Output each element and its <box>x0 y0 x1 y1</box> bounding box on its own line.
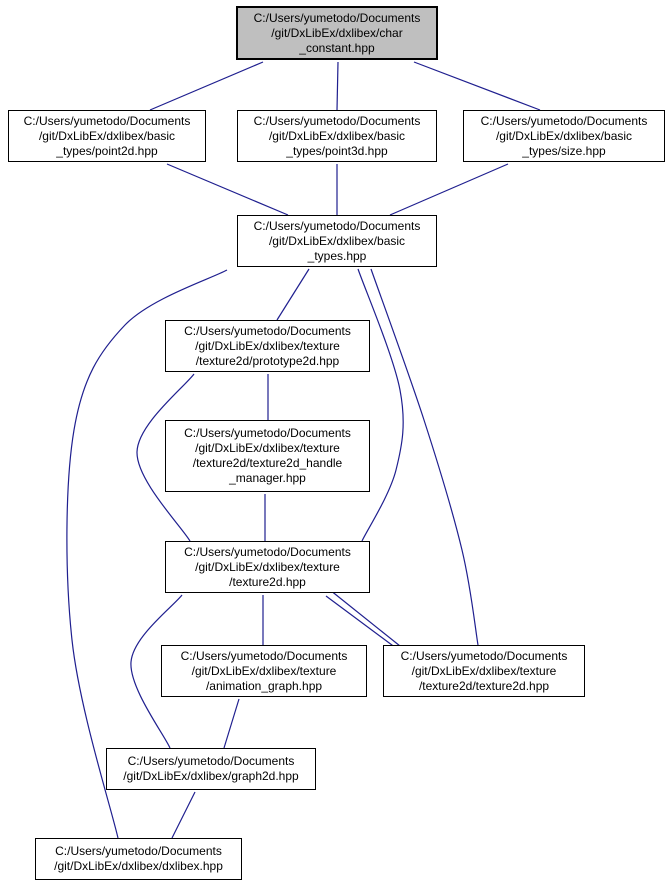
edge-point3d-to-char_constant <box>337 62 338 110</box>
node-label-line: C:/Users/yumetodo/Documents <box>400 648 568 663</box>
node-label-line: /animation_graph.hpp <box>205 678 323 693</box>
node-handle_manager[interactable] <box>165 420 370 492</box>
node-label-line: C:/Users/yumetodo/Documents <box>180 648 348 663</box>
node-point3d[interactable] <box>237 110 437 162</box>
node-label-line: _types/point2d.hpp <box>56 143 158 158</box>
node-label-line: C:/Users/yumetodo/Documents <box>184 323 351 338</box>
node-graph2d[interactable] <box>106 748 316 790</box>
node-prototype2d[interactable] <box>165 320 370 372</box>
node-texture2d_texture2d[interactable] <box>383 645 585 697</box>
node-label-line: _types.hpp <box>307 248 367 263</box>
node-label-line: /texture2d.hpp <box>229 574 306 589</box>
node-label-line: /git/DxLibEx/dxlibex/char <box>271 25 403 40</box>
edge-graph2d-to-animation_graph <box>224 699 239 748</box>
node-label-line: C:/Users/yumetodo/Documents <box>184 544 351 559</box>
node-label-line: _types/point3d.hpp <box>286 143 388 158</box>
node-texture2d[interactable] <box>165 541 370 593</box>
node-label-line: /texture2d/prototype2d.hpp <box>195 353 340 368</box>
node-label-line: C:/Users/yumetodo/Documents <box>55 844 222 858</box>
edge-texture2d-to-texture2d_texture2d <box>330 590 400 646</box>
node-label-line: /git/DxLibEx/dxlibex/texture <box>411 663 557 678</box>
node-label-line: /texture2d/texture2d.hpp <box>418 678 550 693</box>
node-label-line: /git/DxLibEx/dxlibex/texture <box>195 338 340 353</box>
edge-texture2d_texture2d-to-basic_types <box>371 269 478 645</box>
node-point2d[interactable] <box>8 110 206 162</box>
edge-basic_types-to-size <box>390 164 508 215</box>
edge-prototype2d-to-basic_types <box>277 269 309 320</box>
edge-dxlibex-to-graph2d <box>172 792 195 838</box>
node-label-line: _manager.hpp <box>229 471 306 485</box>
node-label-line: C:/Users/yumetodo/Documents <box>253 218 421 233</box>
edge-texture2d-to-basic_types <box>358 269 403 541</box>
node-label-line: /texture2d/texture2d_handle <box>192 456 343 470</box>
node-label-line: /git/DxLibEx/dxlibex/texture <box>195 441 340 455</box>
edge-point2d-to-char_constant <box>150 62 263 110</box>
node-char_constant[interactable] <box>236 6 438 60</box>
node-label-line: C:/Users/yumetodo/Documents <box>253 113 421 128</box>
node-label-line: /git/DxLibEx/dxlibex/basic <box>495 128 633 143</box>
node-label-line: /git/DxLibEx/dxlibex/texture <box>191 663 337 678</box>
node-label-line: /git/DxLibEx/dxlibex/dxlibex.hpp <box>54 859 223 873</box>
node-label-line: /git/DxLibEx/dxlibex/basic <box>268 128 406 143</box>
node-animation_graph[interactable] <box>161 645 367 697</box>
node-label-line: C:/Users/yumetodo/Documents <box>253 10 421 25</box>
node-label-line: /git/DxLibEx/dxlibex/basic <box>38 128 176 143</box>
node-label-line: _types/size.hpp <box>522 143 606 158</box>
node-dxlibex[interactable] <box>35 838 242 880</box>
node-label-line: C:/Users/yumetodo/Documents <box>23 113 191 128</box>
node-label-line: /git/DxLibEx/dxlibex/basic <box>268 233 406 248</box>
node-size[interactable] <box>463 110 665 162</box>
edge-size-to-char_constant <box>414 62 540 110</box>
node-label-line: /git/DxLibEx/dxlibex/texture <box>195 559 340 574</box>
node-basic_types[interactable] <box>237 215 437 267</box>
node-label-line: C:/Users/yumetodo/Documents <box>127 754 295 768</box>
node-label-line: C:/Users/yumetodo/Documents <box>184 426 351 440</box>
node-label-line: C:/Users/yumetodo/Documents <box>480 113 648 128</box>
node-label-line: /git/DxLibEx/dxlibex/graph2d.hpp <box>123 769 299 783</box>
node-label-line: _constant.hpp <box>299 40 375 55</box>
edge-basic_types-to-point2d <box>167 164 288 215</box>
